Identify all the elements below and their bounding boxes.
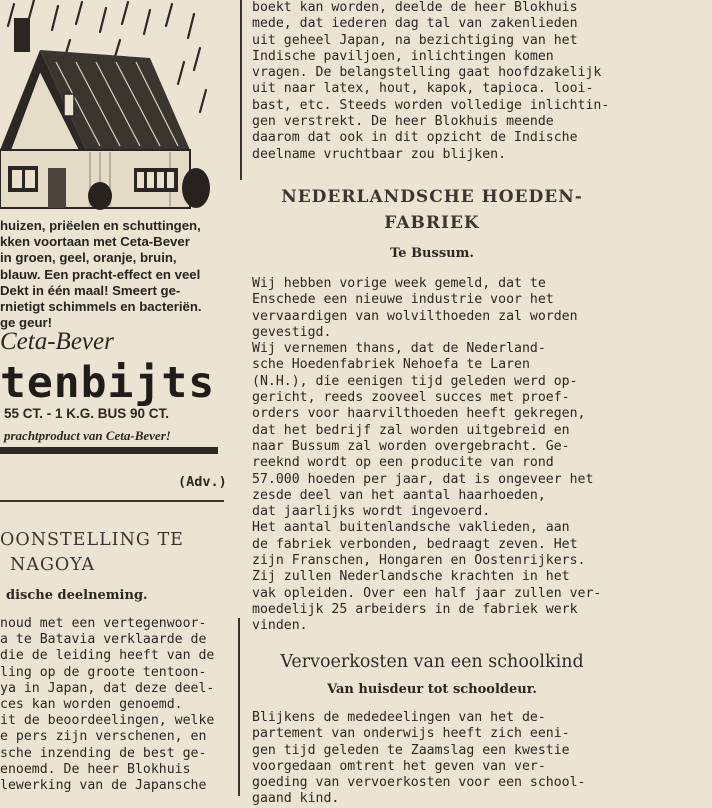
article2-headline: Vervoerkosten van een schoolkind: [280, 652, 584, 672]
left-article-body: [0, 616, 234, 794]
text-line: a te Batavia verklaarde de: [0, 632, 207, 648]
text-line: voorgedaan omtrent het geven van ver-: [252, 758, 546, 774]
text-line: Zij zullen Nederlandsche krachten in het: [252, 569, 570, 585]
text-line: reeknd wordt op een producite van rond: [252, 455, 554, 471]
text-line: 57.000 hoeden per jaar, dat is ongeveer het: [252, 471, 594, 487]
right-top-text: [252, 0, 612, 163]
text-line: Blijkens de mededeelingen van het de-: [252, 710, 546, 725]
ad-line: rnietigt schimmels en bacteriën.: [0, 299, 202, 315]
text-line: lewerking van de Japansche: [0, 778, 207, 794]
text-line: dat het bedrijf zal worden uitgebreid en: [252, 422, 570, 438]
ad-line: ge geur!: [0, 315, 53, 331]
text-line: uit naar latex, hout, kapok, tapioca. looi-: [252, 81, 594, 97]
text-line: orders voor haarvilthoeden heeft gekregen,: [252, 406, 586, 422]
ad-copy: [0, 218, 232, 331]
text-line: gen tijd geleden te Zaamslag een kwestie: [252, 742, 570, 758]
text-line: vragen. De belangstelling gaat hoofdzakelijk: [252, 65, 602, 81]
article-headline: [252, 184, 612, 236]
text-line: partement van onderwijs heeft zich eeni-: [252, 726, 570, 742]
text-line: Wij hebben vorige week gemeld, dat te: [252, 276, 546, 291]
text-line: daarom dat ook in dit opzicht de Indische: [252, 130, 578, 146]
ad-tagline: prachtproduct van Ceta-Bever!: [4, 428, 171, 443]
text-line: zijn Franschen, Hongaren en Oostenrijkers.: [252, 553, 586, 569]
text-line: it de beoordeelingen, welke: [0, 713, 215, 729]
ad-product-name: tenbijts: [0, 358, 216, 408]
text-line: vak opleiden. Over een half jaar zullen ver-: [252, 585, 602, 601]
text-line: ling op de groote tentoon-: [0, 664, 207, 680]
article2-subhead: Van huisdeur tot schooldeur.: [327, 682, 537, 697]
text-line: (N.H.), die eenigen tijd geleden werd op-: [252, 373, 578, 389]
article2-body: [252, 710, 612, 808]
text-line: Enschede een nieuwe industrie voor het: [252, 292, 554, 308]
text-line: vervaardigen van wolvilthoeden zal worden: [252, 308, 578, 324]
text-line: noud met een vertegenwoor-: [0, 616, 207, 631]
text-line: gaand kind.: [252, 791, 340, 807]
text-line: e pers zijn verschenen, en: [0, 729, 207, 745]
ad-label: (Adv.): [178, 474, 227, 490]
text-line: vinden.: [252, 618, 308, 634]
text-line: de fabriek verbonden, bedraagt zeven. Het: [252, 536, 578, 552]
ad-bottom-rule: [0, 500, 224, 502]
ad-line: huizen, priëelen en schuttingen,: [0, 218, 201, 233]
ad-bar: [0, 447, 218, 454]
left-article-subhead: dische deelneming.: [6, 588, 148, 603]
text-line: gevestigd.: [252, 324, 332, 340]
article-subhead: Te Bussum.: [390, 246, 474, 261]
text-line: dat jaarlijks wordt ingevoerd.: [252, 504, 491, 520]
headline-line: OONSTELLING TE: [0, 530, 184, 550]
text-line: ces kan worden genoemd.: [0, 697, 183, 713]
ad-line: Dekt in één maal! Smeert ge-: [0, 282, 181, 298]
text-line: mede, dat iederen dag tal van zakenlieden: [252, 16, 578, 32]
ad-line: blauw. Een pracht-effect en veel: [0, 266, 201, 282]
left-article-headline: [0, 528, 232, 578]
text-line: gericht, reeds zooveel succes met proef-: [252, 390, 570, 406]
text-line: moedelijk 25 arbeiders in de fabriek werk: [252, 601, 578, 617]
text-line: Het aantal buitenlandsche vaklieden, aan: [252, 520, 570, 536]
text-line: deelname vruchtbaar zou blijken.: [252, 146, 507, 162]
text-line: sche Hoedenfabriek Nehoefa te Laren: [252, 357, 530, 373]
text-line: uit geheel Japan, na bezichtiging van het: [252, 32, 578, 48]
headline-line: NAGOYA: [10, 555, 96, 575]
ad-line: kken voortaan met Ceta-Bever: [0, 234, 190, 250]
column-rule-bottom: [238, 618, 240, 796]
text-line: Indische paviljoen, inlichtingen komen: [252, 48, 554, 64]
article-body: [252, 276, 612, 635]
text-line: zesde deel van het aantal haarhoeden,: [252, 487, 546, 503]
text-line: goeding van vervoerkosten voor een school-: [252, 775, 586, 791]
house-illustration: [0, 0, 214, 212]
text-line: boekt kan worden, deelde de heer Blokhuis: [252, 0, 578, 15]
text-line: bast, etc. Steeds worden volledige inlichtin-: [252, 97, 610, 113]
text-line: sche inzending de best ge-: [0, 745, 207, 761]
headline-line: FABRIEK: [384, 213, 480, 233]
ad-price: 55 CT. - 1 K.G. BUS 90 CT.: [4, 406, 170, 421]
text-line: enoemd. De heer Blokhuis: [0, 761, 191, 777]
headline-line: NEDERLANDSCHE HOEDEN-: [281, 187, 583, 207]
text-line: gen verstrekt. De heer Blokhuis meende: [252, 114, 554, 130]
ad-brand: Ceta-Bever: [0, 328, 114, 355]
text-line: Wij vernemen thans, dat de Nederland-: [252, 341, 546, 357]
column-rule-top: [240, 0, 242, 180]
text-line: ya in Japan, dat deze deel-: [0, 680, 215, 696]
ad-line: in groen, geel, oranje, bruin,: [0, 250, 177, 266]
text-line: naar Bussum zal worden overgebracht. Ge-: [252, 438, 570, 454]
text-line: die de leiding heeft van de: [0, 648, 215, 664]
